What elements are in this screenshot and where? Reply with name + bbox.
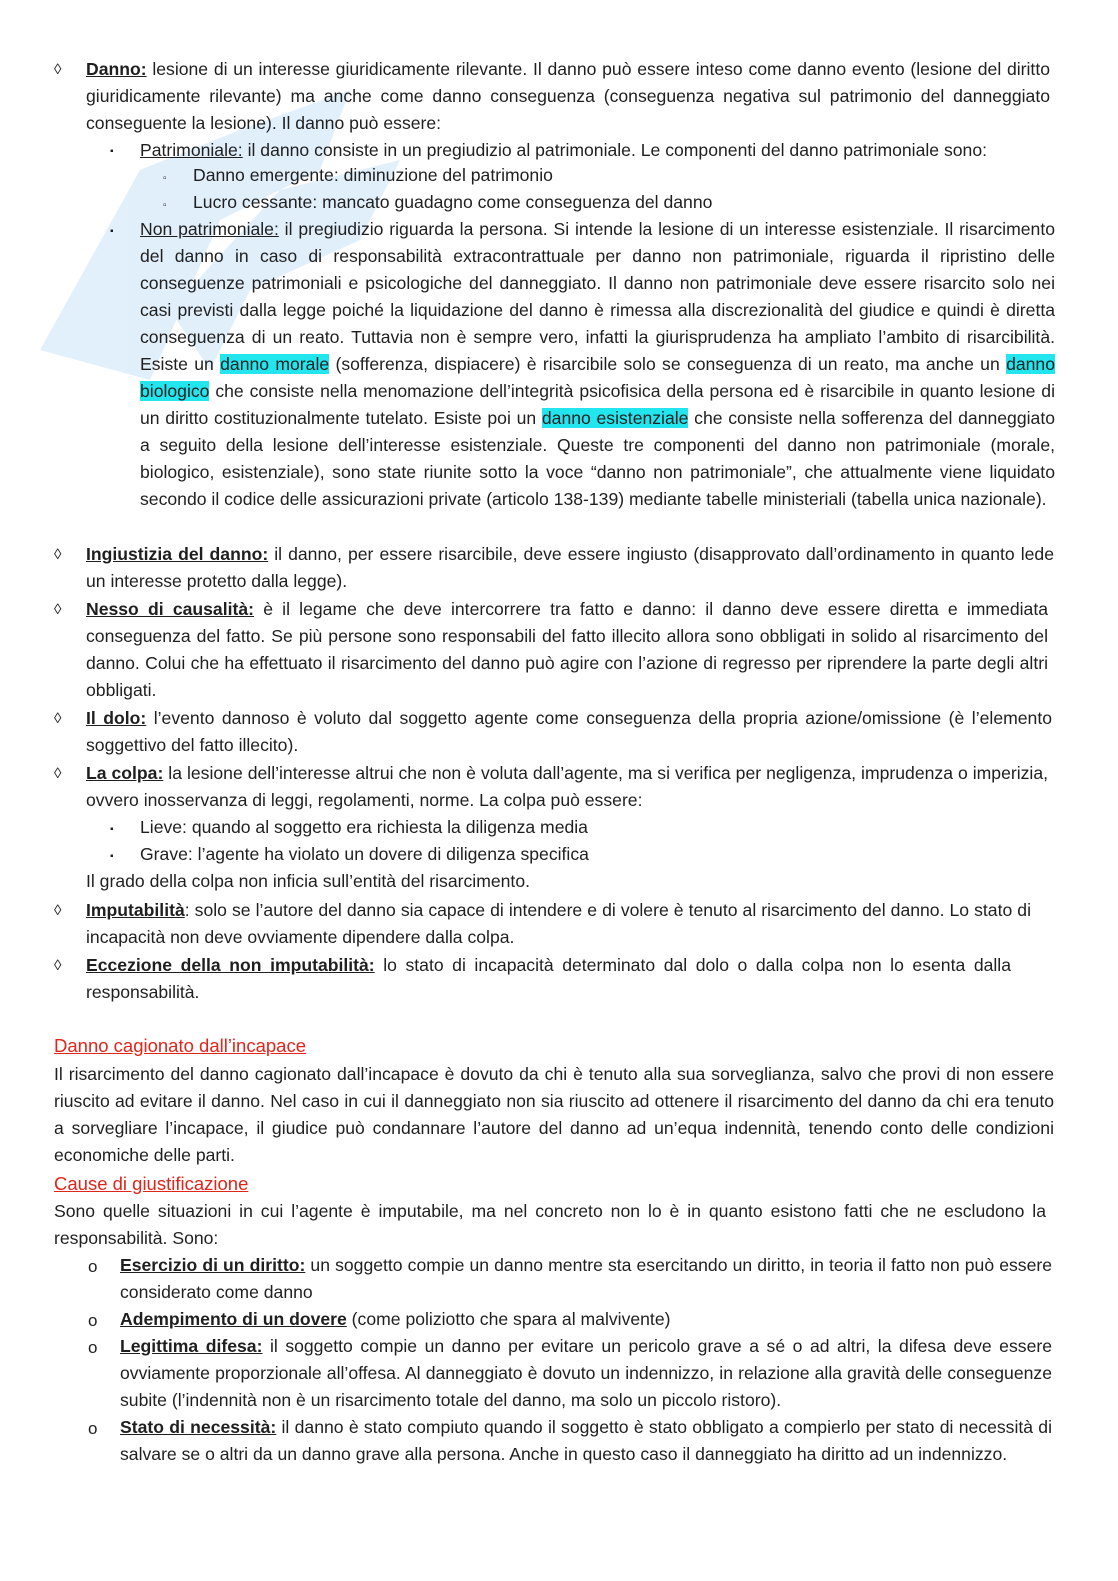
circle-bullet-icon: o	[88, 1338, 98, 1357]
term-colpa: La colpa:	[86, 763, 164, 783]
paragraph-nesso	[86, 596, 1048, 704]
list-item	[120, 1333, 1052, 1414]
diamond-bullet-icon: ◊	[54, 765, 62, 782]
text-non-patrimoniale-1: il pregiudizio riguarda la persona. Si intende la lesione di un interesse esistenziale. Il risarcimento del danno in caso di responsabilità extracontrattuale per danno non patrimoniale, riguarda il ripristino delle conseguenze patrimoniali e psicologiche del danneggiato. Il danno non patrimoniale deve essere risarcito solo nei casi previsti dalla legge poiché la liquidazione del danno è rimessa alla discrezionalità del giudice e quindi è diretta conseguenza di un reato. Tuttavia non è sempre vero, infatti la giurisprudenza ha ampliato l’ambito di risarcibilità. Esiste un	[140, 219, 1055, 374]
paragraph-imputabilita	[86, 897, 1031, 951]
highlight-danno-biologico: danno biologico	[140, 354, 1055, 401]
text-patrimoniale: il danno consiste in un pregiudizio al patrimoniale. Le componenti del danno patrimoniale sono:	[242, 140, 987, 160]
text-eccezione: lo stato di incapacità determinato dal dolo o dalla colpa non lo esenta dalla responsabilità.	[86, 955, 1011, 1002]
term-eccezione: Eccezione della non imputabilità:	[86, 955, 375, 975]
text-colpa: la lesione dell’interesse altrui che non è voluta dall’agente, ma si verifica per negligenza, imprudenza o imperizia, ovvero inosservanza di leggi, regolamenti, norme. La colpa può essere:	[86, 763, 1048, 810]
text-non-patrimoniale-3: che consiste nella menomazione dell’integrità psicofisica della persona ed è risarcibile in quanto lesione di un diritto costituzionalmente tutelato. Esiste poi un	[140, 381, 1055, 428]
list-item: Grave: l’agente ha violato un dovere di diligenza specifica	[140, 844, 589, 864]
term-imputabilita: Imputabilità	[86, 900, 185, 920]
term-stato-necessita: Stato di necessità:	[120, 1417, 277, 1437]
paragraph-dolo	[86, 705, 1052, 759]
term-adempimento: Adempimento di un dovere	[120, 1309, 347, 1329]
paragraph-ingiustizia	[86, 541, 1054, 595]
term-legittima-difesa: Legittima difesa:	[120, 1336, 263, 1356]
term-patrimoniale: Patrimoniale:	[140, 140, 243, 160]
paragraph-non-patrimoniale	[140, 216, 1055, 513]
heading-cause-giustificazione: Cause di giustificazione	[54, 1173, 249, 1194]
term-ingiustizia: Ingiustizia del danno:	[86, 544, 269, 564]
paragraph-giustificazione-intro: Sono quelle situazioni in cui l’agente è imputabile, ma nel concreto non lo è in quanto esistono fatti che ne escludono la responsabilità. Sono:	[54, 1201, 1046, 1248]
highlight-danno-morale: danno morale	[220, 354, 330, 374]
list-item	[120, 1252, 1052, 1306]
paragraph-patrimoniale	[140, 137, 1055, 164]
circle-bullet-icon: o	[88, 1257, 98, 1276]
text-imputabilita: : solo se l’autore del danno sia capace di intendere e di volere è tenuto al risarcimento del danno. Lo stato di incapacità non deve ovviamente dipendere dalla colpa.	[86, 900, 1031, 947]
text-non-patrimoniale-2: (sofferenza, dispiacere) è risarcibile solo se conseguenza di un reato, ma anche un	[329, 354, 1007, 374]
diamond-bullet-icon: ◊	[54, 601, 62, 618]
term-non-patrimoniale: Non patrimoniale:	[140, 219, 279, 239]
small-square-bullet-icon: ▫	[163, 173, 167, 184]
highlight-danno-esistenziale: danno esistenziale	[541, 408, 689, 428]
diamond-bullet-icon: ◊	[54, 957, 62, 974]
paragraph-incapace: Il risarcimento del danno cagionato dall’incapace è dovuto da chi è tenuto alla sua sorveglianza, salvo che provi di non essere riuscito ad evitare il danno. Nel caso in cui il danneggiato non sia riuscito ad ottenere il risarcimento del danno da chi era tenuto a sorvegliare l’incapace, il giudice può condannare l’autore del danno ad un’equa indennità, tenendo conto delle condizioni economiche delle parti.	[54, 1064, 1054, 1165]
circle-bullet-icon: o	[88, 1311, 98, 1330]
diamond-bullet-icon: ◊	[54, 546, 62, 563]
square-bullet-icon: ▪	[110, 824, 114, 835]
square-bullet-icon: ▪	[110, 146, 114, 157]
term-esercizio: Esercizio di un diritto:	[120, 1255, 306, 1275]
colpa-note: Il grado della colpa non inficia sull’entità del risarcimento.	[86, 871, 530, 891]
paragraph-danno	[86, 56, 1050, 137]
list-item	[120, 1306, 1052, 1333]
term-nesso: Nesso di causalità:	[86, 599, 254, 619]
list-item: Lucro cessante: mancato guadagno come conseguenza del danno	[193, 192, 713, 212]
term-danno: Danno:	[86, 59, 147, 79]
text-esercizio: un soggetto compie un danno mentre sta esercitando un diritto, in teoria il fatto non può essere considerato come danno	[120, 1255, 1053, 1302]
diamond-bullet-icon: ◊	[54, 902, 62, 919]
text-legittima-difesa: il soggetto compie un danno per evitare un pericolo grave a sé o ad altri, la difesa deve essere ovviamente proporzionale all’offesa. Al danneggiato è dovuto un indennizzo, in relazione alla gravità delle conseguenze subite (l’indennità non è un risarcimento totale del danno, ma solo un piccolo ristoro).	[120, 1336, 1052, 1410]
square-bullet-icon: ▪	[110, 851, 114, 862]
text-adempimento: (come poliziotto che spara al malvivente)	[346, 1309, 671, 1329]
text-non-patrimoniale-4: che consiste nella sofferenza del danneggiato a seguito della lesione dell’interesse esistenziale. Queste tre componenti del danno non patrimoniale (morale, biologico, esistenziale), sono state riunite sotto la voce “danno non patrimoniale”, che attualmente viene liquidato secondo il codice delle assicurazioni private (articolo 138-139) mediante tabelle ministeriali (tabella unica nazionale).	[140, 408, 1055, 509]
circle-bullet-icon: o	[88, 1419, 98, 1438]
text-nesso: è il legame che deve intercorrere tra fatto e danno: il danno deve essere diretta e immediata conseguenza del fatto. Se più persone sono responsabili del fatto illecito allora sono obbligati in solido al risarcimento del danno. Colui che ha effettuato il risarcimento del danno può agire con l’azione di regresso per riprendere la parte degli altri obbligati.	[86, 599, 1048, 700]
text-dolo: l’evento dannoso è voluto dal soggetto agente come conseguenza della propria azione/omissione (è l’elemento soggettivo del fatto illecito).	[86, 708, 1052, 755]
list-item: Danno emergente: diminuzione del patrimonio	[193, 165, 553, 185]
paragraph-colpa	[86, 760, 1048, 814]
text-danno: lesione di un interesse giuridicamente rilevante. Il danno può essere inteso come danno evento (lesione del diritto giuridicamente rilevante) ma anche come danno conseguenza (conseguenza negativa sul patrimonio del danneggiato conseguente la lesione). Il danno può essere:	[86, 59, 1050, 133]
square-bullet-icon: ▪	[110, 226, 114, 237]
list-item	[120, 1414, 1052, 1468]
paragraph-eccezione	[86, 952, 1011, 1006]
term-dolo: Il dolo:	[86, 708, 147, 728]
diamond-bullet-icon: ◊	[54, 61, 62, 78]
text-stato-necessita: il danno è stato compiuto quando il soggetto è stato obbligato a compierlo per stato di necessità di salvare se o altri da un danno grave alla persona. Anche in questo caso il danneggiato ha diritto ad un indennizzo.	[120, 1417, 1053, 1464]
small-square-bullet-icon: ▫	[163, 200, 167, 211]
list-item: Lieve: quando al soggetto era richiesta la diligenza media	[140, 817, 588, 837]
heading-danno-incapace: Danno cagionato dall’incapace	[54, 1035, 306, 1056]
text-ingiustizia: il danno, per essere risarcibile, deve essere ingiusto (disapprovato dall’ordinamento in quanto lede un interesse protetto dalla legge).	[86, 544, 1054, 591]
diamond-bullet-icon: ◊	[54, 710, 62, 727]
